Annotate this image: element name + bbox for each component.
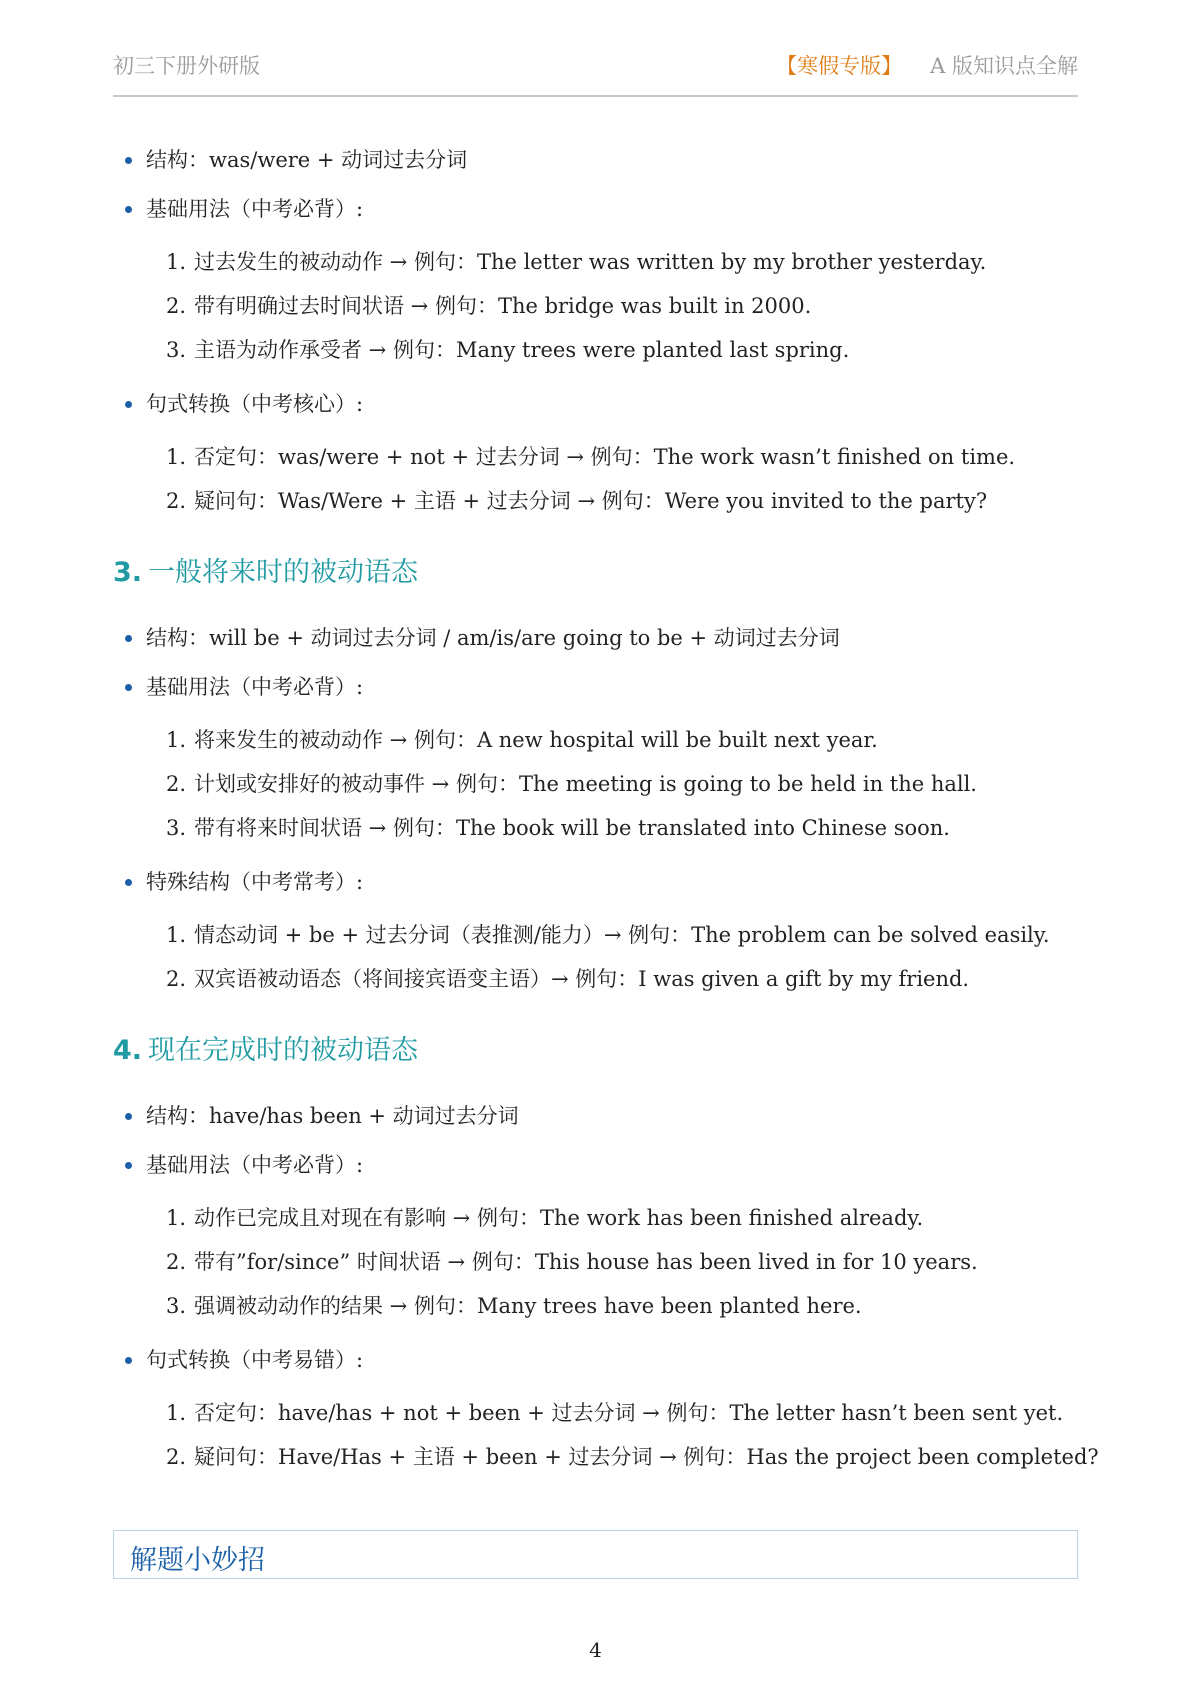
page-content <box>113 0 1099 1684</box>
item-number: 3. <box>166 1294 187 1318</box>
item-text: 将来发生的被动动作 → 例句：A new hospital will be built next year. <box>194 728 878 752</box>
item-number: 3. <box>166 338 187 362</box>
transform-heading: 句式转换（中考核心）: <box>146 392 364 416</box>
item-text: 双宾语被动语态（将间接宾语变主语）→ 例句：I was given a gift by my friend. <box>194 967 970 991</box>
section-title <box>113 550 418 589</box>
structure-text: 结构：was/were + 动词过去分词 <box>146 148 468 172</box>
bullet-dot <box>125 157 132 164</box>
page-number: 4 <box>589 1638 602 1662</box>
item-number: 1. <box>166 923 187 947</box>
bullet-dot <box>125 401 132 408</box>
usage-heading: 基础用法（中考必背）: <box>146 675 364 699</box>
item-number: 1. <box>166 1206 187 1230</box>
edition-badge: 【寒假专版】 <box>776 54 903 78</box>
item-number: 2. <box>166 1250 187 1274</box>
transform-heading: 句式转换（中考易错）: <box>146 1348 364 1372</box>
bullet-dot <box>125 635 132 642</box>
item-number: 2. <box>166 772 187 796</box>
item-text: 计划或安排好的被动事件 → 例句：The meeting is going to be held in the hall. <box>194 772 977 796</box>
book-title: 初三下册外研版 <box>113 54 260 78</box>
bullet-dot <box>125 206 132 213</box>
item-number: 2. <box>166 1445 187 1469</box>
structure-text: 结构：will be + 动词过去分词 / am/is/are going to be + 动词过去分词 <box>146 626 840 650</box>
section-number: 4. <box>113 1035 143 1066</box>
bullet-dot <box>125 1357 132 1364</box>
section-number: 3. <box>113 557 143 588</box>
list-item <box>166 813 950 843</box>
item-number: 1. <box>166 445 187 469</box>
list-item <box>166 1442 1099 1472</box>
item-text: 动作已完成且对现在有影响 → 例句：The work has been finished already. <box>194 1206 924 1230</box>
item-text: 带有将来时间状语 → 例句：The book will be translated into Chinese soon. <box>194 816 950 840</box>
bullet-dot <box>125 684 132 691</box>
bullet-dot <box>125 1162 132 1169</box>
list-item <box>166 1398 1063 1428</box>
section-heading: 一般将来时的被动语态 <box>148 557 419 588</box>
tips-box <box>113 1530 1078 1579</box>
usage-heading: 基础用法（中考必背）: <box>146 197 364 221</box>
item-number: 2. <box>166 294 187 318</box>
section-heading: 现在完成时的被动语态 <box>148 1035 419 1066</box>
item-text: 疑问句：Was/Were + 主语 + 过去分词 → 例句：Were you invited to the party? <box>194 489 988 513</box>
item-number: 1. <box>166 728 187 752</box>
list-item <box>166 1291 862 1321</box>
structure-text: 结构：have/has been + 动词过去分词 <box>146 1104 519 1128</box>
item-number: 3. <box>166 816 187 840</box>
list-item <box>166 964 969 994</box>
item-text: 带有明确过去时间状语 → 例句：The bridge was built in 2000. <box>194 294 812 318</box>
bullet-dot <box>125 1113 132 1120</box>
list-item <box>166 769 977 799</box>
item-text: 带有”for/since” 时间状语 → 例句：This house has been lived in for 10 years. <box>194 1250 978 1274</box>
item-number: 2. <box>166 967 187 991</box>
list-item <box>166 486 987 516</box>
item-text: 情态动词 + be + 过去分词（表推测/能力）→ 例句：The problem can be solved easily. <box>194 923 1050 947</box>
item-text: 主语为动作承受者 → 例句：Many trees were planted last spring. <box>194 338 850 362</box>
item-text: 过去发生的被动动作 → 例句：The letter was written by my brother yesterday. <box>194 250 987 274</box>
section-title <box>113 1028 418 1067</box>
bullet-dot <box>125 879 132 886</box>
edition-subtitle: A 版知识点全解 <box>930 54 1078 78</box>
list-item <box>166 442 1015 472</box>
list-item <box>166 335 849 365</box>
item-number: 1. <box>166 250 187 274</box>
item-number: 1. <box>166 1401 187 1425</box>
tips-title: 解题小妙招 <box>130 1545 265 1576</box>
list-item <box>166 247 986 277</box>
special-heading: 特殊结构（中考常考）: <box>146 870 364 894</box>
item-number: 2. <box>166 489 187 513</box>
usage-heading: 基础用法（中考必背）: <box>146 1153 364 1177</box>
list-item <box>166 725 878 755</box>
item-text: 疑问句：Have/Has + 主语 + been + 过去分词 → 例句：Has the project been completed? <box>194 1445 1099 1469</box>
list-item <box>166 1203 923 1233</box>
list-item <box>166 1247 978 1277</box>
list-item <box>166 920 1050 950</box>
item-text: 否定句：have/has + not + been + 过去分词 → 例句：The letter hasn’t been sent yet. <box>194 1401 1064 1425</box>
item-text: 强调被动动作的结果 → 例句：Many trees have been planted here. <box>194 1294 862 1318</box>
list-item <box>166 291 811 321</box>
item-text: 否定句：was/were + not + 过去分词 → 例句：The work wasn’t finished on time. <box>194 445 1016 469</box>
